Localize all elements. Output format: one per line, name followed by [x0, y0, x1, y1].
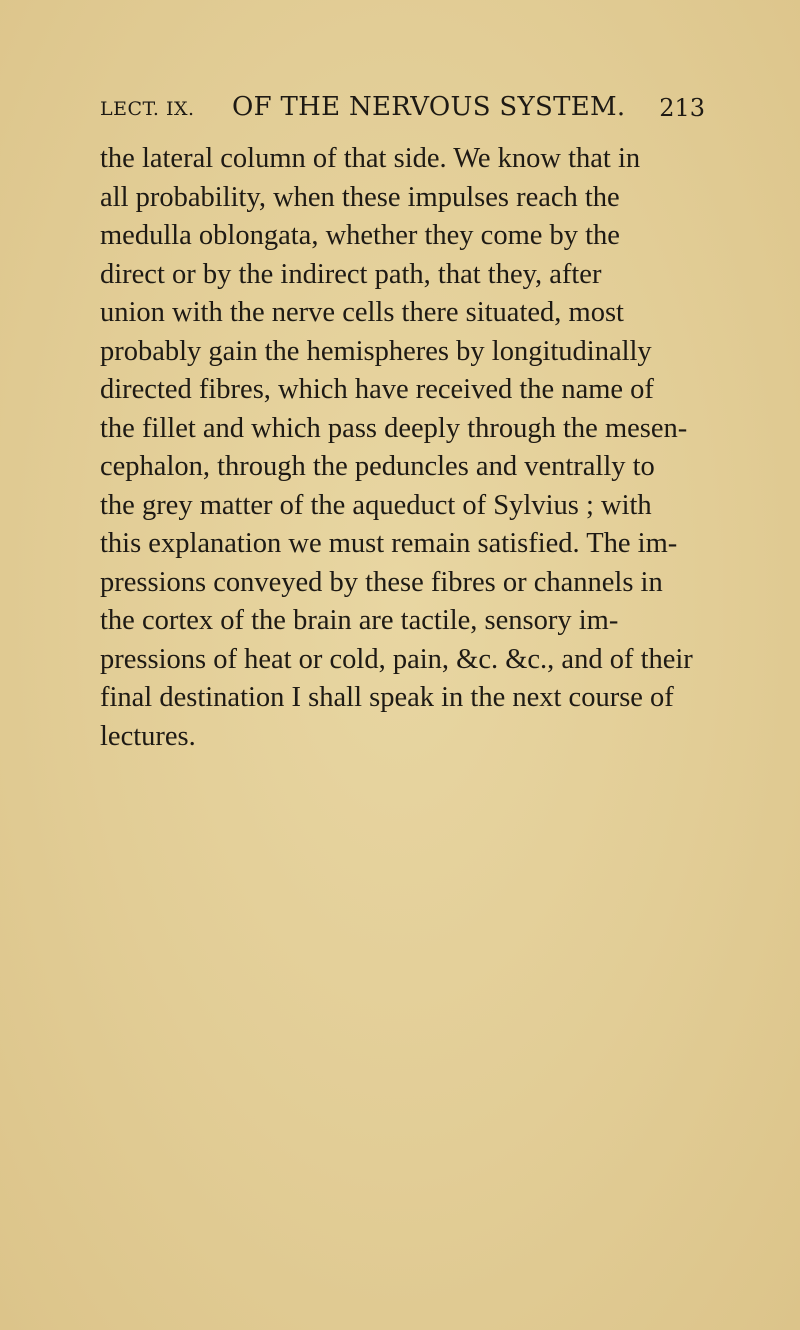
chapter-title: OF THE NERVOUS SYSTEM.: [232, 92, 626, 122]
text-line: union with the nerve cells there situated, most: [100, 297, 624, 328]
page-number: 213: [659, 94, 705, 122]
text-line: probably gain the hemispheres by longitudinally: [100, 335, 652, 367]
text-line: final destination I shall speak in the next course of: [100, 682, 674, 713]
text-line: pressions of heat or cold, pain, &c. &c., and of their: [100, 643, 693, 675]
text-line: the lateral column of that side. We know that in: [100, 143, 641, 174]
lecture-number: LECT. IX.: [100, 98, 195, 120]
text-line: cephalon, through the peduncles and ventrally to: [100, 451, 655, 482]
text-line: the fillet and which pass deeply through the mesen-: [100, 412, 688, 444]
text-line: all probability, when these impulses reach the: [100, 181, 620, 213]
running-head: [100, 92, 705, 126]
text-line: lectures.: [100, 720, 196, 752]
text-line: directed fibres, which have received the name of: [100, 374, 654, 405]
body-paragraph: [100, 140, 720, 756]
text-line: medulla oblongata, whether they come by the: [100, 220, 620, 251]
text-line: the cortex of the brain are tactile, sensory im-: [100, 605, 619, 636]
text-line: this explanation we must remain satisfied. The im-: [100, 528, 678, 559]
text-line: direct or by the indirect path, that they, after: [100, 258, 602, 290]
text-line: the grey matter of the aqueduct of Sylvius ; with: [100, 489, 652, 521]
text-line: pressions conveyed by these fibres or channels in: [100, 566, 663, 598]
